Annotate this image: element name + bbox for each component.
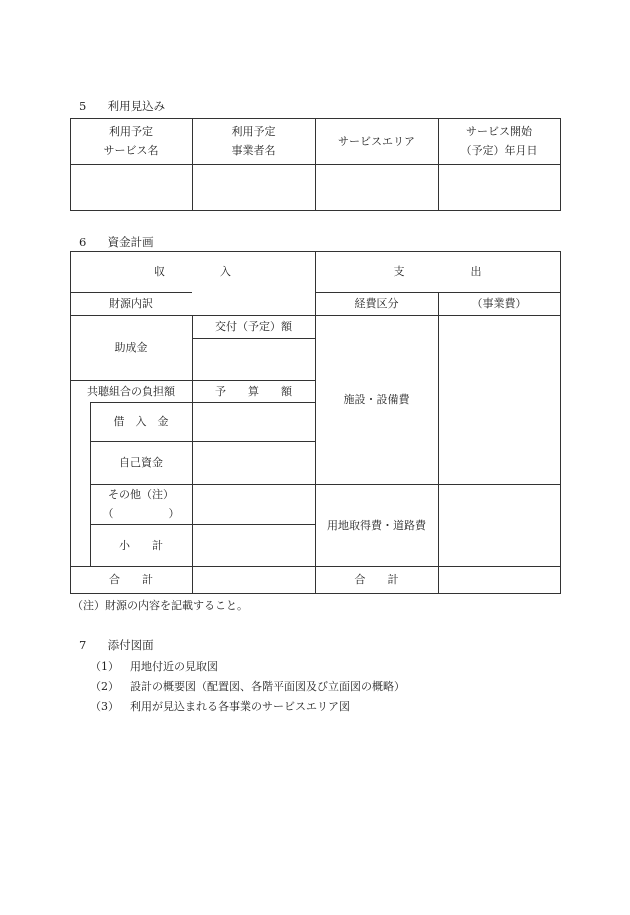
expense-total-input[interactable] — [438, 566, 560, 593]
header-operator-name: 利用予定 事業者名 — [231, 125, 276, 157]
facility-cost-input[interactable] — [438, 315, 560, 484]
attachment-item-3 — [90, 698, 350, 714]
subtotal-input[interactable] — [192, 524, 315, 566]
section5-title: 利用見込み — [107, 99, 166, 113]
subtotal-label: 小 計 — [119, 538, 163, 552]
funding-note: （注）財源の内容を記載すること。 — [72, 599, 248, 612]
subsidy-amount-header: 交付（予定）額 — [215, 320, 292, 333]
attachment-item-2 — [90, 678, 405, 694]
input-operator-name[interactable] — [192, 164, 315, 210]
expense-category-header: 経費区分 — [354, 297, 399, 310]
section6-number: 6 — [79, 235, 87, 249]
project-cost-header: （事業費） — [471, 297, 527, 310]
section6-heading — [79, 234, 154, 250]
land-road-cost-input[interactable] — [438, 484, 560, 566]
attachment-text: 設計の概要図（配置図、各階平面図及び立面図の概略） — [130, 680, 405, 693]
attachment-num: （2） — [90, 680, 119, 693]
header-service-name: 利用予定 サービス名 — [103, 125, 159, 157]
section7-heading — [79, 637, 154, 653]
input-service-area[interactable] — [315, 164, 438, 210]
section5-number: 5 — [79, 99, 87, 113]
input-service-start-date[interactable] — [438, 164, 560, 210]
section6-title: 資金計画 — [107, 235, 154, 249]
header-service-start-date: サービス開始 （予定）年月日 — [460, 125, 538, 157]
funding-breakdown-header: 財源内訳 — [109, 297, 153, 310]
income-total-label: 合 計 — [109, 573, 153, 586]
budget-amount-header: 予 算 額 — [215, 384, 292, 398]
subsidy-amount-input[interactable] — [192, 338, 315, 380]
other-label: その他（注） （ ） — [102, 488, 180, 520]
facility-cost-label: 施設・設備費 — [343, 393, 410, 406]
attachment-item-1 — [90, 658, 218, 674]
section7-title: 添付図面 — [107, 638, 154, 652]
input-service-name[interactable] — [70, 164, 192, 210]
attachment-num: （3） — [90, 700, 119, 713]
attachment-text: 利用が見込まれる各事業のサービスエリア図 — [130, 700, 350, 713]
loan-label: 借 入 金 — [113, 415, 169, 428]
loan-input[interactable] — [192, 402, 315, 441]
expense-header: 支 出 — [393, 265, 482, 278]
other-input[interactable] — [192, 484, 315, 524]
header-service-area: サービスエリア — [338, 134, 415, 148]
expense-total-label: 合 計 — [354, 573, 399, 586]
attachment-text: 用地付近の見取図 — [130, 660, 218, 673]
land-road-cost-label: 用地取得費・道路費 — [327, 518, 426, 532]
income-header: 収 入 — [154, 265, 231, 278]
attachment-num: （1） — [90, 660, 119, 673]
coop-burden-label: 共聴組合の負担額 — [87, 384, 175, 398]
own-funds-label: 自己資金 — [119, 456, 163, 469]
income-total-input[interactable] — [192, 566, 315, 593]
section5-heading — [79, 98, 165, 114]
section7-number: 7 — [79, 638, 87, 652]
subsidy-label: 助成金 — [114, 341, 148, 354]
own-funds-input[interactable] — [192, 441, 315, 484]
